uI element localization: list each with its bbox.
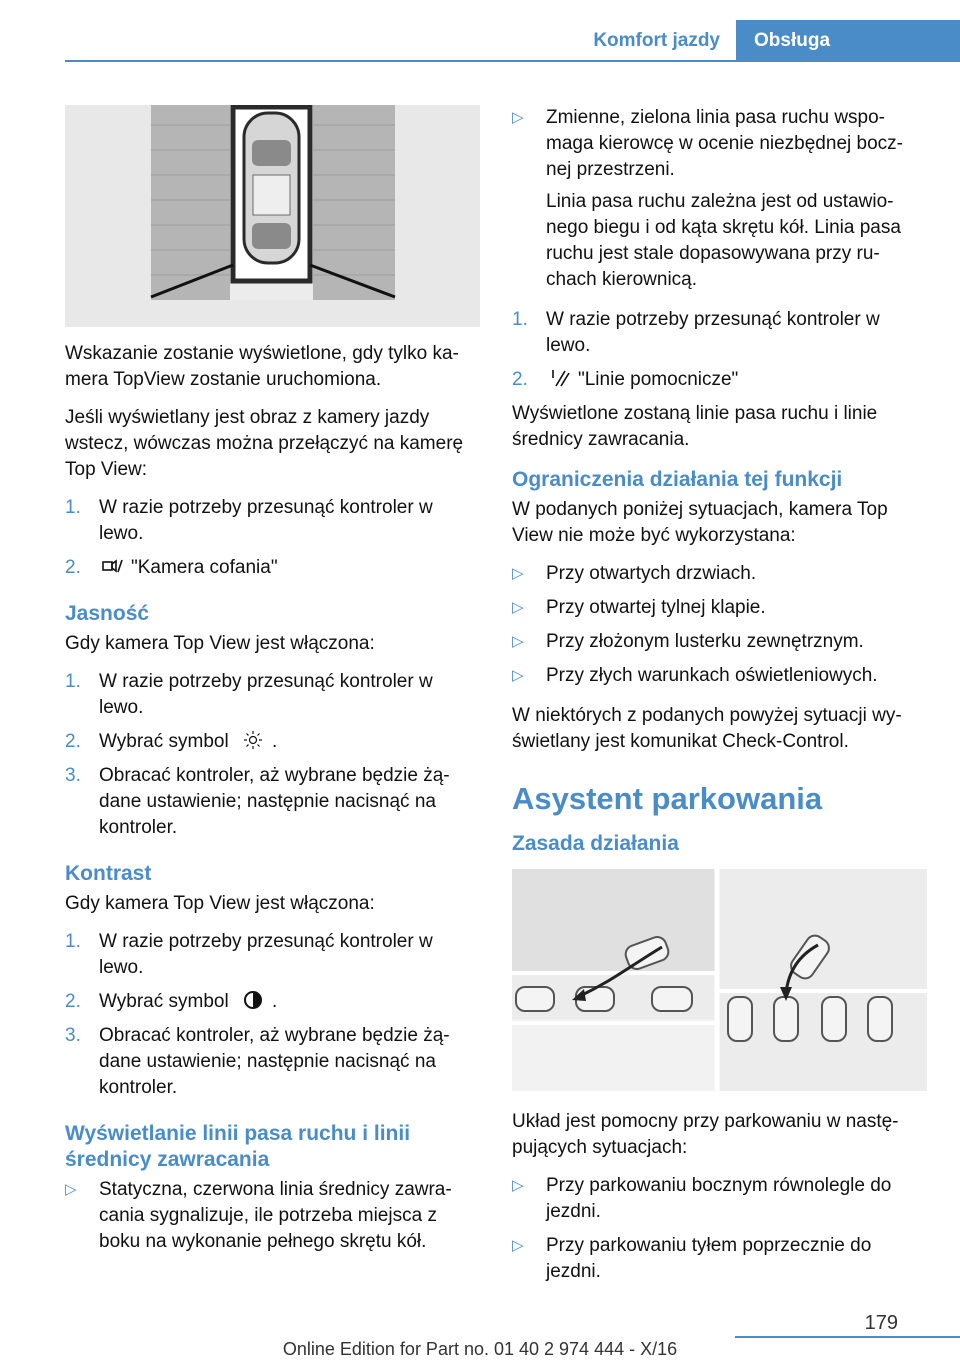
- list-item: ▷ Przy złożonym lusterku zewnętrznym.: [512, 629, 927, 655]
- step-number: 2.: [65, 557, 81, 578]
- contrast-heading: Kontrast: [65, 862, 152, 885]
- left-column: [65, 105, 480, 1269]
- lines-result: Wyświetlone zostaną linie pasa ruchu i linie średnicy zawracania.: [512, 403, 878, 450]
- triangle-bullet-icon: ▷: [512, 667, 524, 684]
- contrast-intro: Gdy kamera Top View jest włączona:: [65, 893, 375, 914]
- parking-intro: Układ jest pomocny przy parkowaniu w nastę‐pujących sytuacjach:: [512, 1111, 899, 1158]
- parking-assistant-heading: Asystent parkowania: [512, 781, 823, 816]
- list-item: ▷ Przy parkowaniu tyłem poprzecznie do jezdni.: [512, 1235, 872, 1282]
- list-item: 1. W razie potrzeby przesunąć kontroler w lewo.: [65, 497, 433, 544]
- list-item: 2. Wybrać symbol .: [65, 989, 480, 1015]
- lines-bullets-right: [512, 105, 927, 293]
- step-number: 1.: [65, 497, 81, 518]
- limits-intro: W podanych poniżej sytuacjach, kamera Top View nie może być wykorzystana:: [512, 499, 888, 546]
- list-item: 1. W razie potrzeby przesunąć kontroler w lewo.: [65, 671, 433, 718]
- step-number: 1.: [512, 309, 528, 330]
- step-number: 3.: [65, 765, 81, 786]
- limits-heading: Ograniczenia działania tej funkcji: [512, 468, 843, 491]
- contrast-icon: [242, 990, 264, 1010]
- triangle-bullet-icon: ▷: [512, 565, 524, 582]
- camera-switch-steps: [65, 495, 480, 581]
- list-item: 3. Obracać kontroler, aż wybrane będzie żą‐dane ustawienie; następnie nacisnąć na kontroler.: [65, 765, 450, 838]
- guide-lines-icon: [548, 368, 570, 388]
- principle-heading: Zasada działania: [512, 832, 679, 855]
- header-rule: [65, 60, 960, 62]
- right-column: [512, 105, 927, 1299]
- step-number: 1.: [65, 931, 81, 952]
- step-number: 3.: [65, 1025, 81, 1046]
- list-item: ▷ Przy otwartych drzwiach.: [512, 561, 927, 587]
- list-item: 3. Obracać kontroler, aż wybrane będzie żą‐dane ustawienie; następnie nacisnąć na kontroler.: [65, 1025, 450, 1098]
- step-number: 2.: [65, 991, 81, 1012]
- triangle-bullet-icon: ▷: [512, 1177, 524, 1194]
- topview-camera-illustration: [65, 105, 480, 327]
- triangle-bullet-icon: ▷: [65, 1181, 77, 1198]
- parking-list: [512, 1173, 927, 1285]
- footer-rule: [735, 1336, 960, 1338]
- list-item: 2. "Linie pomocnicze": [512, 367, 927, 393]
- list-item: ▷ Przy złych warunkach oświetleniowych.: [512, 663, 927, 689]
- list-item: 2. Wybrać symbol .: [65, 729, 480, 755]
- list-item: ▷ Przy parkowaniu bocznym równolegle do jezdni.: [512, 1175, 892, 1222]
- lines-bullets-left: [65, 1177, 480, 1255]
- list-item: 2. "Kamera cofania": [65, 555, 480, 581]
- list-item: 1. W razie potrzeby przesunąć kontroler w lewo.: [512, 309, 880, 356]
- brightness-steps: [65, 669, 480, 841]
- triangle-bullet-icon: ▷: [512, 109, 524, 126]
- list-item: ▷ Przy otwartej tylnej klapie.: [512, 595, 927, 621]
- brightness-heading: Jasność: [65, 602, 150, 625]
- rear-camera-icon: [101, 556, 123, 576]
- triangle-bullet-icon: ▷: [512, 599, 524, 616]
- intro-paragraph-2: Jeśli wyświetlany jest obraz z kamery jazdy wstecz, wówczas można przełączyć na kamerę Top View:: [65, 407, 464, 480]
- intro-paragraph-1: Wskazanie zostanie wyświetlone, gdy tylko ka‐mera TopView zostanie uruchomiona.: [65, 343, 459, 390]
- brightness-sun-icon: [242, 730, 264, 750]
- brightness-intro: Gdy kamera Top View jest włączona:: [65, 633, 375, 654]
- lines-heading: Wyświetlanie linii pasa ruchu i linii średnicy zawracania: [65, 1122, 411, 1171]
- contrast-steps: [65, 929, 480, 1101]
- lines-steps: [512, 307, 927, 393]
- list-item: ▷ Statyczna, czerwona linia średnicy zawra‐cania sygnalizuje, ile potrzeba miejsca z boku na wykonanie pełnego skrętu kół.: [65, 1179, 452, 1252]
- list-item: 1. W razie potrzeby przesunąć kontroler w lewo.: [65, 931, 433, 978]
- step-number: 2.: [65, 731, 81, 752]
- triangle-bullet-icon: ▷: [512, 633, 524, 650]
- page-number: 179: [864, 1312, 898, 1334]
- page-header: [0, 20, 960, 62]
- parking-assistant-illustration: [512, 869, 927, 1091]
- step-number: 2.: [512, 369, 528, 390]
- limits-list: [512, 561, 927, 689]
- chapter-tab[interactable]: Obsługa: [736, 20, 960, 62]
- edition-footer: Online Edition for Part no. 01 40 2 974 444 - X/16: [282, 1339, 678, 1359]
- section-tab[interactable]: Komfort jazdy: [593, 30, 720, 51]
- triangle-bullet-icon: ▷: [512, 1237, 524, 1254]
- list-item-continuation: Linia pasa ruchu zależna jest od ustawio‐nego biegu i od kąta skrętu kół. Linia pasa ruchu jest stale dopasowywana przy ru‐chach kierownicą.: [546, 191, 901, 290]
- list-item: ▷ Zmienne, zielona linia pasa ruchu wspo‐maga kierowcę w ocenie niezbędnej bocz‐nej przestrzeni. Linia pasa ruchu zależna jest od ustawio‐nego biegu i od kąta skrętu kół. Linia pasa ruchu jest stale dopasowywana przy ru‐chach kierownicą.: [512, 105, 927, 293]
- step-number: 1.: [65, 671, 81, 692]
- limits-note: W niektórych z podanych powyżej sytuacji wy‐świetlany jest komunikat Check-Control.: [512, 705, 902, 752]
